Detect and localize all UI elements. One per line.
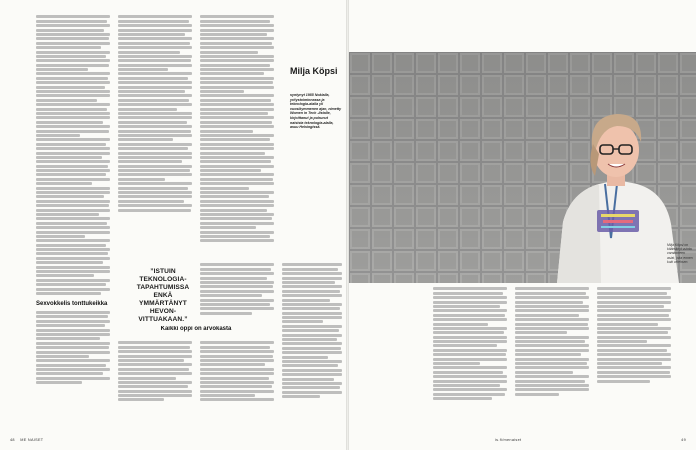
profile-text: syntynyt 1985 Nokialla, yritystoiminnassa ja teknologia-alalla yli vuosikymmenen ajan, nimetty Women in Tech -listalle, kirjoittanut ja puhunut naisista teknologia-alalla, asuu Helsingissä. xyxy=(290,93,342,130)
profile-name: Milja Köpsi xyxy=(290,66,338,76)
text-column-4 xyxy=(282,262,342,412)
section-heading-block xyxy=(118,326,274,340)
body-text-lines xyxy=(36,15,110,295)
page-number: 49 xyxy=(681,438,686,442)
text-column-1 xyxy=(36,14,110,410)
portrait-illustration xyxy=(349,52,696,283)
text-column-3-lower xyxy=(200,262,274,322)
page-number: 48 xyxy=(10,438,15,442)
text-column-7 xyxy=(597,286,671,414)
text-column-3-bottom xyxy=(200,340,274,412)
portrait-photo xyxy=(349,52,696,283)
text-column-3 xyxy=(200,14,274,264)
section-heading: Kaikki oppi on arvokasta xyxy=(160,326,232,332)
text-column-5 xyxy=(433,286,507,414)
text-column-2 xyxy=(118,14,192,264)
magazine-name: ME NAISET xyxy=(20,438,44,442)
folio-url: is.fi/menaiset xyxy=(495,438,522,442)
photo-caption: Milja Köpsi on kääntänyt vuinta varakoneen asiat, joka ennen kuki viitehsen. xyxy=(667,243,693,264)
folio-left xyxy=(10,438,43,442)
section-heading: Sexvokkelis tonttukeikka xyxy=(36,301,108,307)
right-page xyxy=(349,0,696,450)
text-column-2-bottom xyxy=(118,340,192,412)
pull-quote: ”ISTUIN TEKNOLOGIA-TAPAHTUMISSA ENKÄ YMMÄRTÄNYT HEVON-VITTUAKAAN.” xyxy=(136,268,190,323)
body-text-lines xyxy=(36,311,110,384)
left-page xyxy=(0,0,346,450)
text-column-6 xyxy=(515,286,589,414)
